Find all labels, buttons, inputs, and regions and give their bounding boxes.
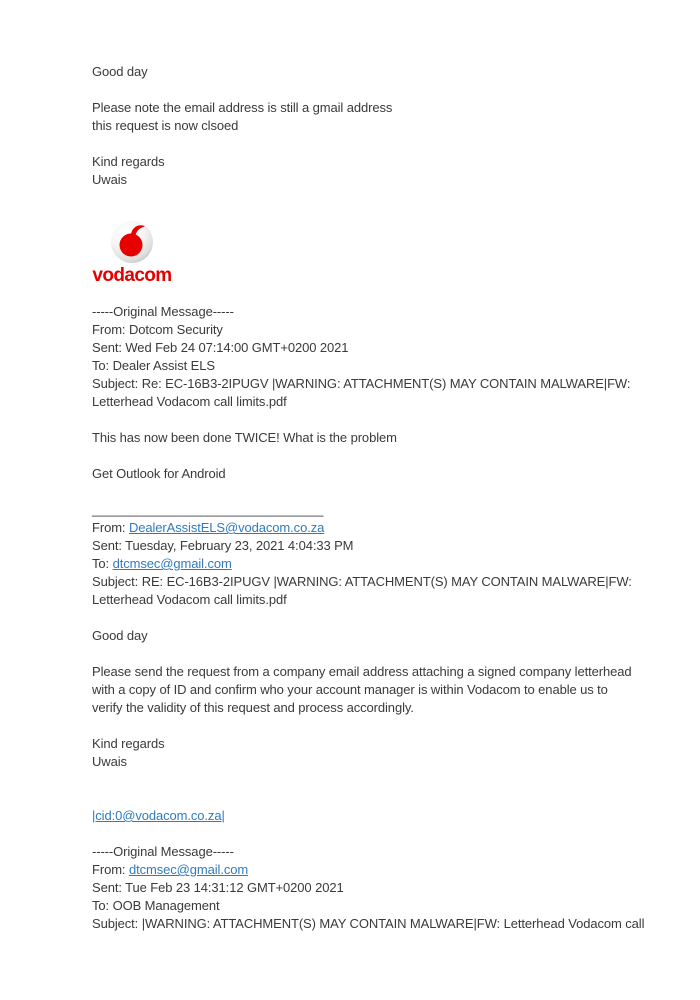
body-text: This has now been done TWICE! What is the problem bbox=[92, 430, 397, 445]
to-line bbox=[92, 555, 652, 573]
from-line bbox=[92, 519, 652, 537]
to-label: To: bbox=[92, 556, 110, 571]
to-value: Dealer Assist ELS bbox=[112, 358, 215, 373]
subject-line bbox=[92, 375, 652, 393]
from-email-link[interactable]: DealerAssistELS@vodacom.co.za bbox=[128, 520, 325, 535]
greeting-text: Good day bbox=[92, 64, 148, 79]
greeting-text: Good day bbox=[92, 628, 148, 643]
from-label: From: bbox=[92, 520, 126, 535]
signoff-text: Kind regards bbox=[92, 736, 165, 751]
cid-image-link[interactable]: |cid:0@vodacom.co.za| bbox=[92, 808, 225, 823]
email-thread bbox=[92, 63, 652, 933]
body-text: Please note the email address is still a gmail address bbox=[92, 100, 393, 115]
subject-continuation: Letterhead Vodacom call limits.pdf bbox=[92, 394, 287, 409]
subject-label: Subject: bbox=[92, 376, 139, 391]
cid-line bbox=[92, 807, 652, 825]
from-label: From: bbox=[92, 862, 126, 877]
subject-continuation: Letterhead Vodacom call limits.pdf bbox=[92, 592, 287, 607]
original-message-separator: -----Original Message----- bbox=[92, 844, 234, 859]
from-label: From: bbox=[92, 322, 126, 337]
sent-value: Tue Feb 23 14:31:12 GMT+0200 2021 bbox=[125, 880, 344, 895]
body-text: Please send the request from a company email address attaching a signed company letterhead bbox=[92, 664, 632, 679]
body-text: verify the validity of this request and process accordingly. bbox=[92, 700, 414, 715]
to-label: To: bbox=[92, 898, 110, 913]
original-message-separator: -----Original Message----- bbox=[92, 304, 234, 319]
signoff-text: Kind regards bbox=[92, 154, 165, 169]
subject-value: |WARNING: ATTACHMENT(S) MAY CONTAIN MALWARE|FW: Letterhead Vodacom call bbox=[141, 916, 645, 931]
from-value: Dotcom Security bbox=[128, 322, 223, 337]
sent-line bbox=[92, 879, 652, 897]
from-email-link[interactable]: dtcmsec@gmail.com bbox=[128, 862, 249, 877]
subject-line bbox=[92, 915, 652, 933]
signature-text: Uwais bbox=[92, 754, 127, 769]
from-line bbox=[92, 861, 652, 879]
body-text: with a copy of ID and confirm who your account manager is within Vodacom to enable us to bbox=[92, 682, 608, 697]
vodacom-speechmark-icon bbox=[110, 220, 154, 264]
sent-label: Sent: bbox=[92, 880, 122, 895]
to-label: To: bbox=[92, 358, 110, 373]
sent-value: Tuesday, February 23, 2021 4:04:33 PM bbox=[125, 538, 354, 553]
sent-label: Sent: bbox=[92, 340, 122, 355]
to-value: OOB Management bbox=[112, 898, 220, 913]
vodacom-wordmark: vodacom bbox=[92, 265, 172, 286]
to-line bbox=[92, 357, 652, 375]
sent-line bbox=[92, 339, 652, 357]
outlook-footer-text: Get Outlook for Android bbox=[92, 466, 226, 481]
subject-value: RE: EC-16B3-2IPUGV |WARNING: ATTACHMENT(S) MAY CONTAIN MALWARE|FW: bbox=[141, 574, 632, 589]
subject-label: Subject: bbox=[92, 916, 139, 931]
sent-value: Wed Feb 24 07:14:00 GMT+0200 2021 bbox=[125, 340, 349, 355]
thread-divider: ________________________________ bbox=[92, 502, 324, 517]
body-text: this request is now clsoed bbox=[92, 118, 239, 133]
to-line bbox=[92, 897, 652, 915]
subject-line bbox=[92, 573, 652, 591]
vodacom-logo bbox=[92, 220, 172, 286]
subject-value: Re: EC-16B3-2IPUGV |WARNING: ATTACHMENT(S) MAY CONTAIN MALWARE|FW: bbox=[141, 376, 631, 391]
to-email-link[interactable]: dtcmsec@gmail.com bbox=[112, 556, 232, 571]
from-line bbox=[92, 321, 652, 339]
subject-label: Subject: bbox=[92, 574, 139, 589]
signature-text: Uwais bbox=[92, 172, 127, 187]
sent-label: Sent: bbox=[92, 538, 122, 553]
sent-line bbox=[92, 537, 652, 555]
